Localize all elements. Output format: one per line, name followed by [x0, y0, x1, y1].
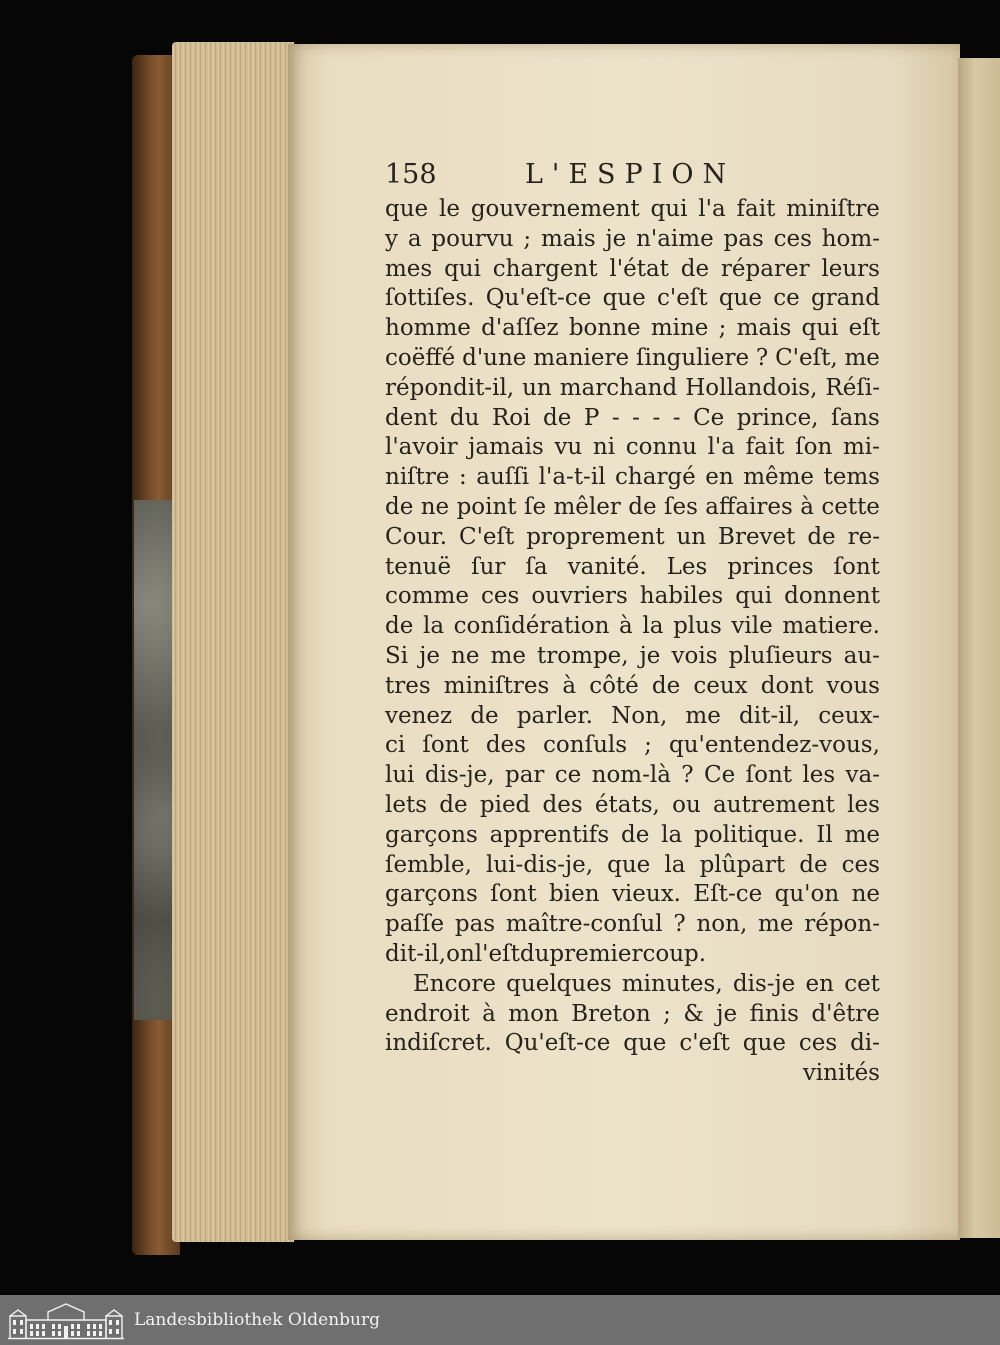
- text-word: n'aime: [636, 225, 714, 252]
- text-word: vu: [554, 434, 583, 461]
- text-word: que: [623, 1030, 667, 1057]
- text-word: états,: [594, 791, 660, 818]
- text-word: comme: [385, 583, 469, 610]
- text-word: ne: [851, 881, 880, 908]
- text-word: me: [685, 702, 721, 729]
- running-title: L'ESPION: [525, 159, 736, 190]
- text-word: d'une: [462, 344, 527, 371]
- text-word: ci: [385, 732, 406, 759]
- text-word: Hollandois,: [685, 374, 818, 401]
- text-word: fait: [745, 434, 785, 461]
- text-word: jamais: [468, 434, 544, 461]
- text-word: hom-: [821, 225, 880, 252]
- text-word: marchand: [559, 374, 678, 401]
- text-word: je: [605, 225, 627, 252]
- text-line: [385, 225, 880, 255]
- text-word: me: [844, 344, 880, 371]
- text-word: ne: [420, 493, 450, 520]
- text-word: mais: [736, 315, 792, 342]
- text-word: premier: [549, 940, 643, 967]
- text-word: habiles: [639, 583, 724, 610]
- text-word: dit-il,: [385, 940, 447, 967]
- text-word: tenuë: [385, 553, 452, 580]
- text-word: ſon: [795, 434, 833, 461]
- text-word: me: [844, 821, 880, 848]
- text-word: ?: [681, 762, 694, 789]
- text-word: me: [758, 911, 794, 938]
- text-word: l'a: [698, 196, 726, 222]
- text-word: me: [490, 642, 526, 669]
- text-word: lui-dis-je,: [486, 851, 594, 878]
- text-word: coup.: [642, 940, 707, 967]
- text-word: Qu'eſt-ce: [485, 285, 592, 312]
- text-line: [385, 195, 880, 225]
- text-word: vous: [826, 672, 880, 699]
- text-line: [385, 255, 880, 285]
- text-word: ni: [592, 434, 616, 461]
- text-word: de: [799, 851, 828, 878]
- text-line: [385, 493, 880, 523]
- text-word: ;: [644, 732, 652, 759]
- text-word: non,: [696, 911, 748, 938]
- text-word: de: [807, 523, 836, 550]
- text-word: de: [439, 791, 468, 818]
- text-line: [385, 821, 880, 851]
- text-word: un: [676, 523, 707, 550]
- text-word: ces: [481, 583, 520, 610]
- text-word: par: [504, 762, 545, 789]
- text-word: affaires: [705, 493, 793, 520]
- text-word: des: [542, 791, 583, 818]
- text-word: que: [742, 1030, 786, 1057]
- text-word: l'a: [707, 434, 735, 461]
- text-word: mi-: [842, 434, 880, 461]
- text-line: [385, 433, 880, 463]
- text-word: le: [439, 196, 460, 222]
- text-word: Il: [816, 821, 833, 848]
- text-word: -: [632, 404, 640, 431]
- text-word: vile: [731, 613, 773, 640]
- text-word: de: [620, 821, 650, 848]
- text-word: tems: [823, 464, 880, 491]
- text-word: à: [619, 613, 633, 640]
- text-word: côté: [589, 672, 639, 699]
- text-word: des: [485, 732, 526, 759]
- text-word: ;: [663, 1000, 671, 1027]
- library-name: Landesbibliothek Oldenburg: [134, 1310, 381, 1330]
- text-line: [385, 553, 880, 583]
- text-word: je: [419, 642, 440, 669]
- text-word: maître-conſul: [505, 911, 663, 938]
- text-word: indiſcret.: [385, 1030, 492, 1057]
- text-word: de: [628, 493, 657, 520]
- text-word: à: [562, 672, 577, 699]
- text-word: ſes: [663, 493, 698, 520]
- text-word: Cour.: [385, 523, 448, 550]
- text-line: [385, 1029, 880, 1059]
- text-word: qui: [650, 196, 688, 222]
- library-building-logo-icon: [8, 1300, 124, 1340]
- text-word: chargé: [615, 464, 696, 491]
- text-word: l'état: [609, 255, 669, 282]
- text-word: vanité.: [567, 553, 647, 580]
- text-line: [385, 463, 880, 493]
- text-word: je: [716, 1000, 738, 1027]
- catchword-line: [385, 1059, 880, 1089]
- text-word: fait: [736, 196, 776, 222]
- text-word: ceux: [693, 672, 748, 699]
- text-word: un: [522, 374, 552, 401]
- text-word: de: [680, 255, 710, 282]
- text-word: ſa: [525, 553, 548, 580]
- text-word: ſe: [523, 493, 547, 520]
- page-number: 158: [385, 159, 437, 190]
- text-word: l'a-t-il: [538, 464, 606, 491]
- text-word: cette: [821, 493, 880, 520]
- text-word: tres: [385, 672, 431, 699]
- text-word: paſſe: [385, 911, 445, 938]
- text-word: homme: [385, 315, 471, 342]
- text-word: ce: [554, 762, 582, 789]
- text-word: mon: [508, 1000, 559, 1027]
- text-word: de: [470, 702, 499, 729]
- text-word: prince,: [736, 404, 819, 431]
- text-word: Roi: [491, 404, 531, 431]
- text-word: ſont: [833, 553, 880, 580]
- text-word: que: [385, 196, 429, 222]
- catchword: vinités: [802, 1060, 880, 1087]
- text-word: C'eſt,: [775, 344, 838, 371]
- text-word: miniſtre: [786, 196, 880, 222]
- text-word: de: [651, 672, 681, 699]
- text-word: cet: [844, 970, 880, 997]
- page-text-block: [385, 155, 880, 1089]
- text-word: ouvriers: [531, 583, 628, 610]
- text-word: réparer: [720, 255, 810, 282]
- text-word: di-: [850, 1030, 880, 1057]
- text-word: Réſi-: [825, 374, 880, 401]
- text-word: leurs: [821, 255, 880, 282]
- text-word: de: [543, 404, 572, 431]
- text-word: de: [385, 613, 414, 640]
- page-edges: [172, 42, 294, 1242]
- text-word: coëffé: [385, 344, 456, 371]
- text-word: :: [459, 464, 467, 491]
- text-word: même: [743, 464, 815, 491]
- text-word: endroit: [385, 1000, 470, 1027]
- text-word: matiere.: [782, 613, 880, 640]
- body-text: [385, 195, 880, 1059]
- text-word: ces: [773, 225, 812, 252]
- text-word: proprement: [526, 523, 665, 550]
- text-word: a: [407, 225, 422, 252]
- text-line: [385, 344, 880, 374]
- text-word: mêler: [553, 493, 621, 520]
- text-word: en: [805, 970, 834, 997]
- text-word: princes: [727, 553, 814, 580]
- text-word: autrement: [713, 791, 835, 818]
- text-word: la: [664, 851, 686, 878]
- text-word: politique.: [694, 821, 805, 848]
- text-word: garçons: [385, 881, 478, 908]
- text-word: finis: [749, 1000, 799, 1027]
- text-word: venez: [385, 702, 453, 729]
- text-word: que: [718, 285, 762, 312]
- text-word: Brevet: [718, 523, 796, 550]
- text-line: [385, 523, 880, 553]
- text-word: répondit-il,: [385, 374, 515, 401]
- text-word: va-: [845, 762, 880, 789]
- text-word: eſt: [848, 315, 880, 342]
- text-word: auſſi: [476, 464, 530, 491]
- text-line: [385, 731, 880, 761]
- text-word: les: [847, 791, 880, 818]
- text-word: conſuls: [543, 732, 628, 759]
- text-word: pied: [479, 791, 531, 818]
- text-word: garçons: [385, 821, 478, 848]
- text-word: d'être: [811, 1000, 880, 1027]
- text-word: qui: [444, 255, 481, 282]
- text-word: les: [802, 762, 836, 789]
- text-word: minutes,: [621, 970, 723, 997]
- text-line: [385, 702, 880, 732]
- text-word: Eſt-ce: [693, 881, 763, 908]
- text-line: [385, 582, 880, 612]
- text-word: ſemble,: [385, 851, 472, 878]
- text-word: ?: [755, 344, 769, 371]
- text-word: ſont: [490, 881, 537, 908]
- text-word: Encore: [413, 970, 496, 997]
- text-word: connu: [625, 434, 697, 461]
- text-word: la: [422, 613, 445, 640]
- text-word: Ce: [704, 762, 736, 789]
- text-line: [385, 761, 880, 791]
- footer-bar: [0, 1295, 1000, 1345]
- text-word: ou: [672, 791, 701, 818]
- text-line: [385, 940, 880, 970]
- text-word: nom-là: [591, 762, 671, 789]
- text-word: trompe,: [537, 642, 629, 669]
- text-word: Si: [385, 642, 409, 669]
- text-word: -: [611, 404, 620, 431]
- text-word: Non,: [611, 702, 668, 729]
- text-word: ſinguliere: [635, 344, 750, 371]
- text-word: que: [602, 285, 646, 312]
- text-line: [385, 314, 880, 344]
- text-word: bien: [549, 881, 600, 908]
- text-word: dis-je,: [424, 762, 495, 789]
- text-word: re-: [847, 523, 880, 550]
- text-word: Qu'eſt-ce: [504, 1030, 611, 1057]
- text-line: [385, 910, 880, 940]
- facing-page-edge: [958, 58, 1000, 1238]
- text-word: qui: [735, 583, 773, 610]
- text-word: pas: [454, 911, 496, 938]
- text-word: &: [683, 1000, 704, 1027]
- text-word: niſtre: [385, 464, 450, 491]
- text-word: qu'on: [774, 881, 840, 908]
- text-word: l'eſt: [474, 940, 520, 967]
- text-line: [385, 374, 880, 404]
- marbled-cover: [134, 500, 174, 1020]
- text-word: y: [385, 225, 398, 252]
- text-word: ſottiſes.: [385, 285, 475, 312]
- text-word: du: [449, 404, 480, 431]
- text-word: -: [652, 404, 661, 431]
- text-word: ne: [451, 642, 480, 669]
- text-word: maniere: [533, 344, 630, 371]
- text-word: ce: [773, 285, 800, 312]
- text-word: je: [639, 642, 661, 669]
- text-word: chargent: [492, 255, 598, 282]
- text-word: Ce: [693, 404, 725, 431]
- text-line: [385, 672, 880, 702]
- text-word: c'eſt: [656, 285, 708, 312]
- text-line: [385, 791, 880, 821]
- text-word: lets: [385, 791, 428, 818]
- text-word: parler.: [516, 702, 593, 729]
- text-word: ceux-: [818, 702, 880, 729]
- text-word: Breton: [571, 1000, 651, 1027]
- text-word: dent: [385, 404, 438, 431]
- text-word: d'aſſez: [481, 315, 559, 342]
- text-word: quelques: [506, 970, 612, 997]
- text-word: pluſieurs: [728, 642, 833, 669]
- text-word: C'eſt: [458, 523, 515, 550]
- text-line: [385, 612, 880, 642]
- text-word: mine: [650, 315, 709, 342]
- text-word: l'avoir: [385, 434, 458, 461]
- text-word: pourvu: [431, 225, 514, 252]
- text-word: ?: [673, 911, 686, 938]
- text-word: plûpart: [699, 851, 786, 878]
- text-word: Les: [666, 553, 708, 580]
- text-word: répon-: [804, 911, 880, 938]
- text-line: [385, 880, 880, 910]
- text-word: P: [583, 404, 600, 431]
- text-word: à: [482, 1000, 496, 1027]
- text-word: la: [642, 613, 664, 640]
- text-word: vieux.: [611, 881, 681, 908]
- text-word: vois: [671, 642, 718, 669]
- text-word: qu'entendez-vous,: [668, 732, 880, 759]
- text-word: dont: [760, 672, 814, 699]
- text-word: plus: [673, 613, 722, 640]
- text-line: [385, 284, 880, 314]
- text-word: ;: [718, 315, 727, 342]
- text-word: mes: [385, 255, 433, 282]
- text-word: c'eſt: [679, 1030, 730, 1057]
- text-word: -: [672, 404, 681, 431]
- text-word: au-: [843, 642, 880, 669]
- text-word: miniſtres: [443, 672, 550, 699]
- text-line: [385, 851, 880, 881]
- text-word: dit-il,: [739, 702, 801, 729]
- text-word: que: [607, 851, 651, 878]
- text-word: gouvernement: [470, 196, 640, 222]
- text-word: point: [456, 493, 517, 520]
- text-word: lui: [385, 762, 415, 789]
- text-word: ces: [798, 1030, 838, 1057]
- text-word: ces: [841, 851, 880, 878]
- text-line: [385, 970, 880, 1000]
- text-word: bonne: [568, 315, 641, 342]
- text-word: de: [385, 493, 414, 520]
- text-word: dis-je: [732, 970, 796, 997]
- text-line: [385, 642, 880, 672]
- text-word: ſans: [831, 404, 880, 431]
- running-head: [385, 155, 880, 195]
- text-word: apprentifs: [489, 821, 610, 848]
- text-line: [385, 404, 880, 434]
- text-word: mais: [540, 225, 596, 252]
- text-word: donnent: [784, 583, 880, 610]
- text-word: qui: [801, 315, 839, 342]
- text-word: pas: [723, 225, 764, 252]
- text-word: à: [800, 493, 814, 520]
- text-word: en: [705, 464, 734, 491]
- text-word: grand: [810, 285, 880, 312]
- text-word: du: [519, 940, 550, 967]
- text-word: la: [661, 821, 683, 848]
- text-line: [385, 1000, 880, 1030]
- text-word: ;: [523, 225, 532, 252]
- text-word: on: [446, 940, 475, 967]
- text-word: conſidération: [453, 613, 610, 640]
- text-word: ſont: [745, 762, 792, 789]
- text-word: ſur: [471, 553, 506, 580]
- text-word: ſont: [422, 732, 469, 759]
